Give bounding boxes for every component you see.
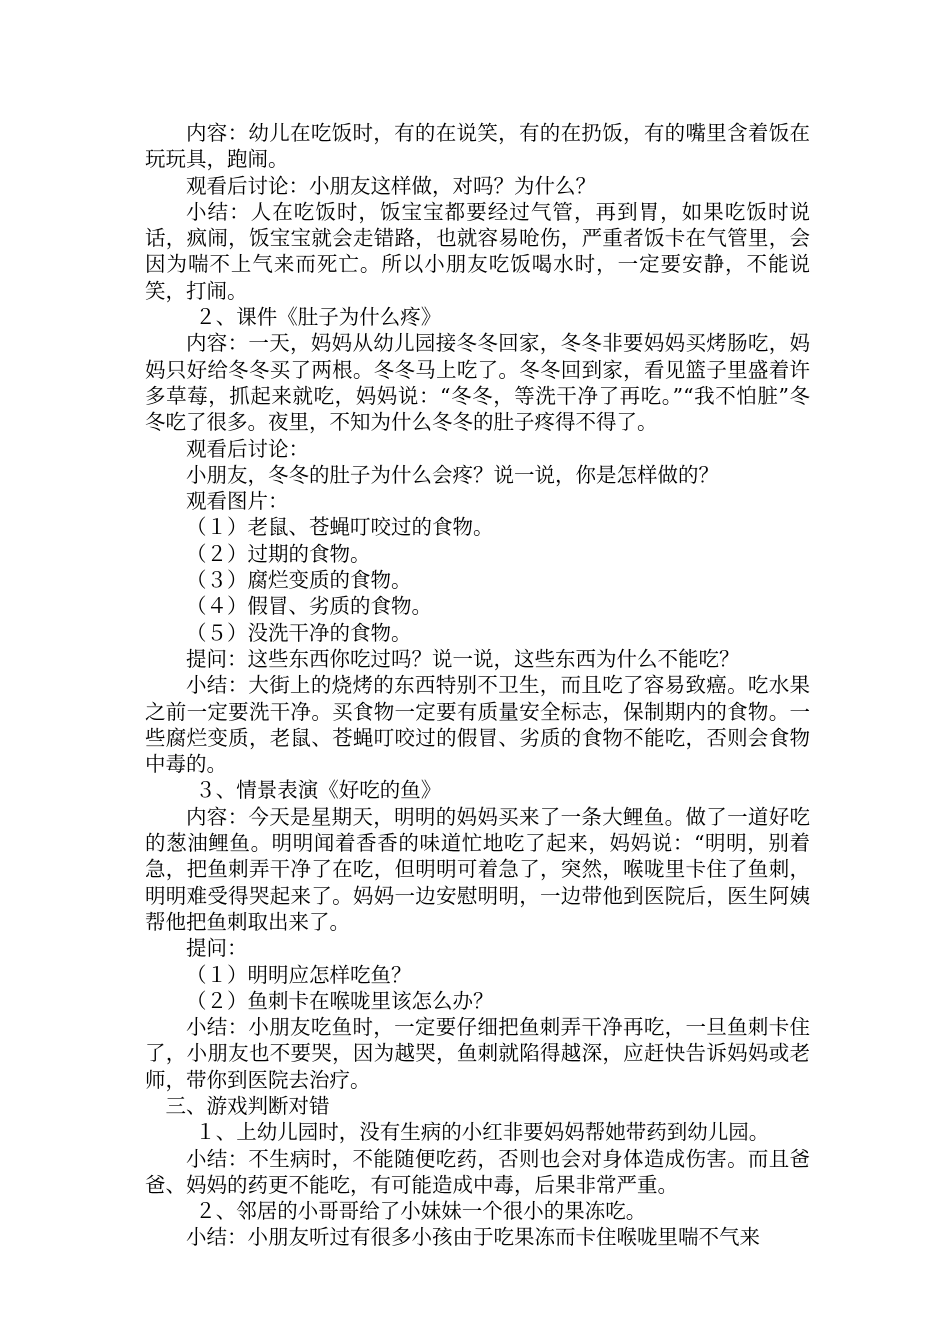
list-item: （２）鱼刺卡在喉咙里该怎么办？ (186, 988, 494, 1013)
paragraph-content-fish: 内容：今天是星期天，明明的妈妈买来了一条大鲤鱼。做了一道好吃的葱油鲤鱼。明明闻着香香的味道忙地吃了起来，妈妈说：“明明，别着急，把鱼刺弄干净了在吃，但明明可着急了，突然，喉咙里卡住了鱼刺，明明难受得哭起来了。妈妈一边安慰明明，一边带他到医院后，医生阿姨帮他把鱼刺取出来了。 (145, 804, 810, 934)
paragraph-question-1: 小朋友，冬冬的肚子为什么会疼？说一说，你是怎样做的？ (186, 462, 719, 487)
paragraph-discussion-1: 观看后讨论：小朋友这样做，对吗？为什么？ (186, 173, 596, 198)
paragraph-discussion-2: 观看后讨论： (186, 436, 309, 461)
list-item: （５）没洗干净的食物。 (186, 620, 412, 645)
game-item-2: ２、邻居的小哥哥给了小妹妹一个很小的果冻吃。 (195, 1199, 647, 1224)
list-item: （３）腐烂变质的食物。 (186, 568, 412, 593)
section-heading-game: 三、游戏判断对错 (165, 1093, 330, 1118)
paragraph-question-3: 提问： (186, 936, 248, 961)
paragraph-content-dongdong: 内容：一天，妈妈从幼儿园接冬冬回家，冬冬非要妈妈买烤肠吃，妈妈只好给冬冬买了两根。冬冬马上吃了。冬冬回到家，看见篮子里盛着许多草莓，抓起来就吃，妈妈说：“冬冬，等洗干净了再吃。”“我不怕脏”冬冬吃了很多。夜里，不知为什么冬冬的肚子疼得不得了。 (145, 331, 810, 435)
paragraph-summary-2: 小结：大街上的烧烤的东西特别不卫生，而且吃了容易致癌。吃水果之前一定要洗干净。买食物一定要有质量安全标志，保制期内的食物。一些腐烂变质，老鼠、苍蝇叮咬过的假冒、劣质的食物不能吃，否则会食物中毒的。 (145, 673, 810, 777)
section-heading-2: ２、课件《肚子为什么疼》 (195, 305, 442, 330)
paragraph-view-pictures: 观看图片： (186, 489, 289, 514)
paragraph-summary-3: 小结：小朋友吃鱼时，一定要仔细把鱼刺弄干净再吃，一旦鱼刺卡住了，小朋友也不要哭，因为越哭，鱼刺就陷得越深，应赶快告诉妈妈或老师，带你到医院去治疗。 (145, 1015, 810, 1092)
paragraph-summary-4: 小结：不生病时，不能随便吃药，否则也会对身体造成伤害。而且爸爸、妈妈的药更不能吃，有可能造成中毒，后果非常严重。 (145, 1146, 810, 1197)
paragraph-summary-1: 小结：人在吃饭时，饭宝宝都要经过气管，再到胃，如果吃饭时说话，疯闹，饭宝宝就会走错路，也就容易呛伤，严重者饭卡在气管里，会因为喘不上气来而死亡。所以小朋友吃饭喝水时，一定要安静，不能说笑，打闹。 (145, 199, 810, 303)
paragraph-content-meal: 内容：幼儿在吃饭时，有的在说笑，有的在扔饭，有的嘴里含着饭在玩玩具，跑闹。 (145, 121, 810, 172)
game-item-1: １、上幼儿园时，没有生病的小红非要妈妈帮她带药到幼儿园。 (195, 1120, 770, 1145)
section-heading-3: ３、情景表演《好吃的鱼》 (195, 778, 442, 803)
list-item: （２）过期的食物。 (186, 541, 371, 566)
list-item: （４）假冒、劣质的食物。 (186, 594, 432, 619)
list-item: （１）老鼠、苍蝇叮咬过的食物。 (186, 515, 494, 540)
list-item: （１）明明应怎样吃鱼？ (186, 962, 412, 987)
document-body (145, 120, 810, 1251)
paragraph-question-2: 提问：这些东西你吃过吗？说一说，这些东西为什么不能吃？ (186, 646, 740, 671)
paragraph-summary-5: 小结：小朋友听过有很多小孩由于吃果冻而卡住喉咙里喘不气来 (186, 1225, 760, 1250)
